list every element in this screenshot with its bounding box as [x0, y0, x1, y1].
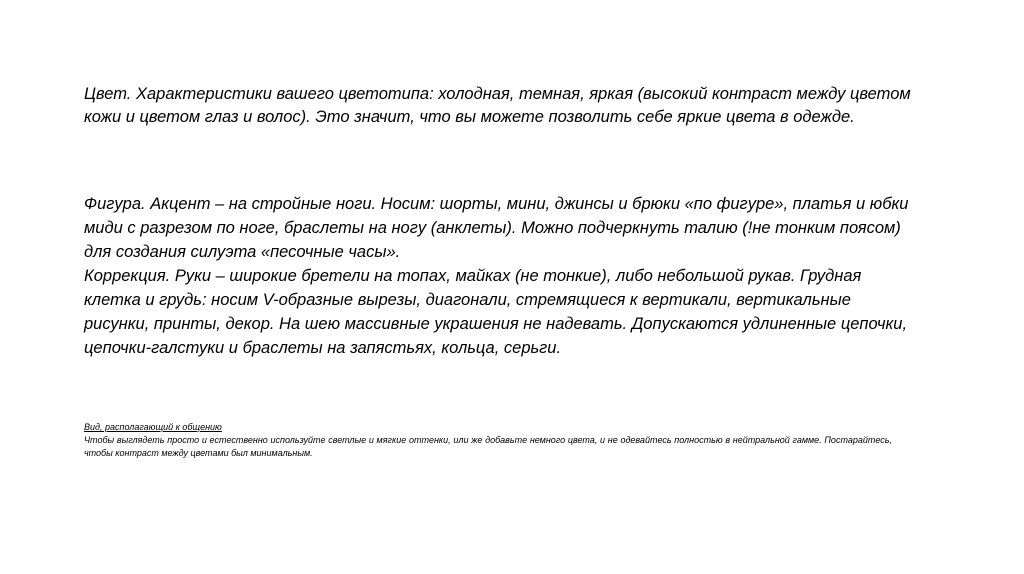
- figure-section: [84, 192, 914, 360]
- note-title: Вид, располагающий к общению: [84, 422, 222, 432]
- correction-paragraph: Коррекция. Руки – широкие бретели на топах, майках (не тонкие), либо небольшой рукав. Грудная клетка и грудь: носим V-образные вырезы, диагонали, стремящиеся к вертикали, вертикальные рисунки, принты, декор. На шею массивные украшения не надевать. Допускаются удлиненные цепочки, цепочки-галстуки и браслеты на запястьях, кольца, серьги.: [84, 267, 908, 357]
- note-text: Чтобы выглядеть просто и естественно используйте светлые и мягкие оттенки, или же добавьте немного цвета, и не одевайтесь полностью в нейтральной гамме. Постарайтесь, чтобы контраст между цветами был минимальным.: [84, 435, 892, 458]
- color-paragraph: Цвет. Характеристики вашего цветотипа: холодная, темная, яркая (высокий контраст между цветом кожи и цветом глаз и волос). Это значит, что вы можете позволить себе яркие цвета в одежде.: [84, 85, 911, 126]
- figure-paragraph: Фигура. Акцент – на стройные ноги. Носим: шорты, мини, джинсы и брюки «по фигуре», платья и юбки миди с разрезом по ноге, браслеты на ногу (анклеты). Можно подчеркнуть талию (!не тонким поясом) для создания силуэта «песочные часы».: [84, 195, 909, 261]
- note-section: [84, 421, 892, 460]
